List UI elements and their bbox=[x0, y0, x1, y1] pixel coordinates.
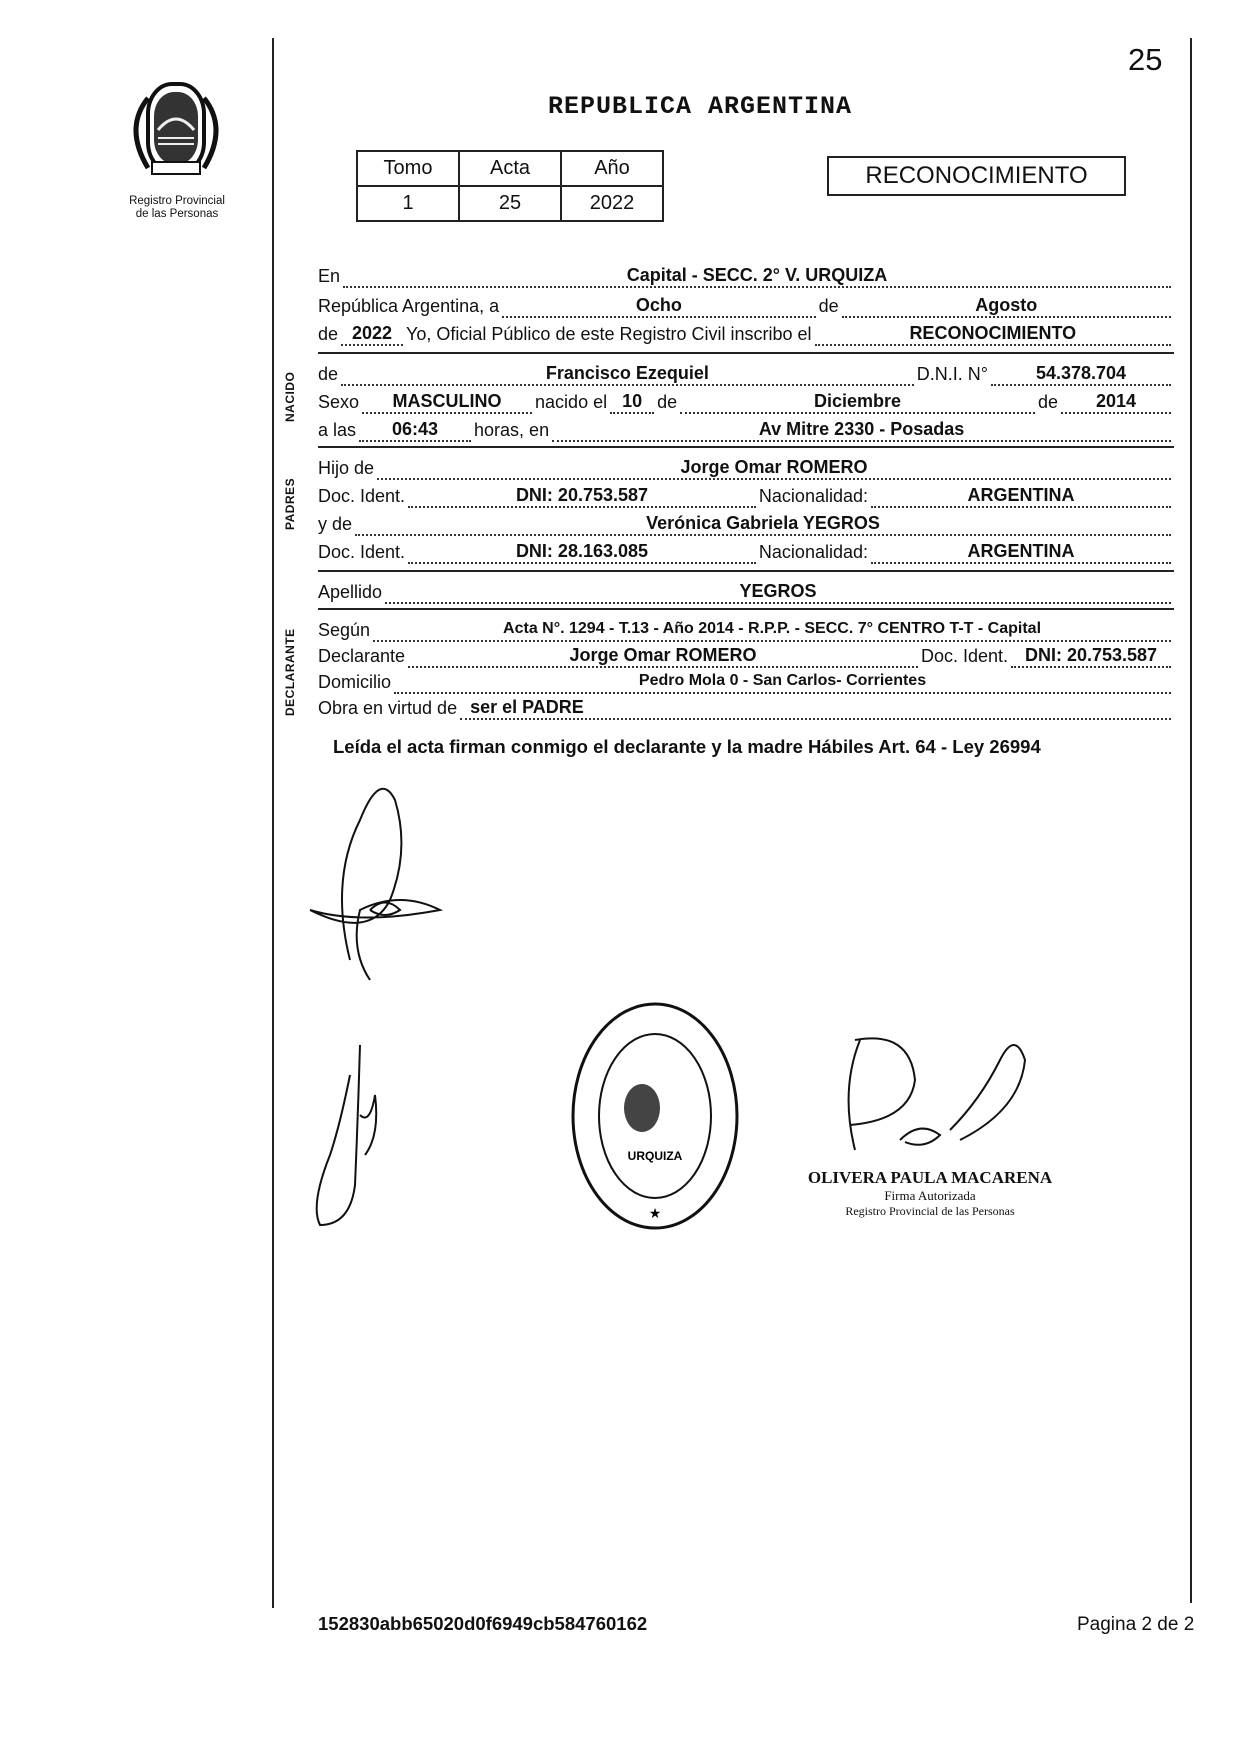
page-number: 25 bbox=[1128, 42, 1163, 77]
province-shield-logo bbox=[118, 78, 234, 178]
field-day: Ocho bbox=[502, 294, 815, 318]
row-mother-doc: Doc. Ident. DNI: 28.163.085 Nacionalidad: ARGENTINA bbox=[318, 540, 1174, 564]
field-birth-year: 2014 bbox=[1061, 390, 1171, 414]
left-margin-line bbox=[272, 38, 274, 1608]
registry-table bbox=[356, 150, 664, 222]
svg-text:★: ★ bbox=[648, 1205, 662, 1221]
field-child-dni: 54.378.704 bbox=[991, 362, 1171, 386]
field-birth-time: 06:43 bbox=[359, 418, 471, 442]
separator-2 bbox=[318, 446, 1174, 448]
field-month: Agosto bbox=[842, 294, 1171, 318]
pagination: Pagina 2 de 2 bbox=[1077, 1614, 1195, 1635]
acta-header: Acta bbox=[459, 151, 561, 186]
field-obra: ser el PADRE bbox=[460, 696, 1171, 720]
row-father: Hijo de Jorge Omar ROMERO bbox=[318, 456, 1174, 480]
svg-text:URQUIZA: URQUIZA bbox=[627, 1149, 683, 1163]
separator-4 bbox=[318, 608, 1174, 610]
field-sex: MASCULINO bbox=[362, 390, 532, 414]
closing-statement: Leída el acta firman conmigo el declarante y la madre Hábiles Art. 64 - Ley 26994 bbox=[333, 736, 1041, 757]
delegation-seal bbox=[570, 1000, 740, 1232]
field-birth-day: 10 bbox=[610, 390, 654, 414]
acta-value: 25 bbox=[459, 186, 561, 221]
field-mother-doc: DNI: 28.163.085 bbox=[408, 540, 756, 564]
field-birth-month: Diciembre bbox=[680, 390, 1035, 414]
field-mother-name: Verónica Gabriela YEGROS bbox=[355, 512, 1171, 536]
field-child-name: Francisco Ezequiel bbox=[341, 362, 914, 386]
row-inscribe: de 2022 Yo, Oficial Público de este Registro Civil inscribo el RECONOCIMIENTO bbox=[318, 322, 1174, 346]
field-birth-place: Av Mitre 2330 - Posadas bbox=[552, 418, 1171, 442]
tomo-value: 1 bbox=[357, 186, 459, 221]
declarant-signature bbox=[290, 760, 470, 990]
row-obra: Obra en virtud de ser el PADRE bbox=[318, 696, 1174, 720]
official-name: OLIVERA PAULA MACARENA bbox=[807, 1168, 1053, 1187]
row-surname: Apellido YEGROS bbox=[318, 580, 1174, 604]
row-birth-time: a las 06:43 horas, en Av Mitre 2330 - Posadas bbox=[318, 418, 1174, 442]
logo-caption: Registro Provincial de las Personas bbox=[129, 195, 225, 220]
field-domicilio: Pedro Mola 0 - San Carlos- Corrientes bbox=[394, 670, 1171, 694]
mother-signature bbox=[300, 1035, 410, 1235]
field-segun: Acta N°. 1294 - T.13 - Año 2014 - R.P.P. - SECC. 7° CENTRO T-T - Capital bbox=[373, 618, 1171, 642]
right-margin-line bbox=[1190, 38, 1192, 1603]
field-father-name: Jorge Omar ROMERO bbox=[377, 456, 1171, 480]
document-title: REPUBLICA ARGENTINA bbox=[548, 92, 853, 121]
separator-3 bbox=[318, 570, 1174, 572]
official-signature-block bbox=[800, 1168, 1060, 1219]
field-declarante-doc: DNI: 20.753.587 bbox=[1011, 644, 1171, 668]
row-child: de Francisco Ezequiel D.N.I. N° 54.378.704 bbox=[318, 362, 1174, 386]
document-type-box: RECONOCIMIENTO bbox=[827, 156, 1126, 196]
row-segun: Según Acta N°. 1294 - T.13 - Año 2014 - R.P.P. - SECC. 7° CENTRO T-T - Capital bbox=[318, 618, 1174, 642]
field-place: Capital - SECC. 2° V. URQUIZA bbox=[343, 264, 1171, 288]
row-mother: y de Verónica Gabriela YEGROS bbox=[318, 512, 1174, 536]
official-role: Firma Autorizada bbox=[884, 1188, 976, 1203]
row-en: En Capital - SECC. 2° V. URQUIZA bbox=[318, 264, 1174, 288]
official-org: Registro Provincial de las Personas bbox=[845, 1204, 1015, 1218]
anio-header: Año bbox=[561, 151, 663, 186]
row-declarante: Declarante Jorge Omar ROMERO Doc. Ident. DNI: 20.753.587 bbox=[318, 644, 1174, 668]
side-label-nacido: NACIDO bbox=[283, 371, 297, 422]
field-year: 2022 bbox=[341, 322, 403, 346]
row-father-doc: Doc. Ident. DNI: 20.753.587 Nacionalidad: ARGENTINA bbox=[318, 484, 1174, 508]
field-father-nationality: ARGENTINA bbox=[871, 484, 1171, 508]
tomo-header: Tomo bbox=[357, 151, 459, 186]
side-label-padres: PADRES bbox=[283, 477, 297, 530]
document-hash: 152830abb65020d0f6949cb584760162 bbox=[318, 1613, 648, 1634]
official-signature bbox=[830, 1030, 1030, 1170]
anio-value: 2022 bbox=[561, 186, 663, 221]
field-act-type: RECONOCIMIENTO bbox=[815, 322, 1171, 346]
side-label-declarante: DECLARANTE bbox=[283, 628, 297, 716]
field-declarante: Jorge Omar ROMERO bbox=[408, 644, 918, 668]
field-surname: YEGROS bbox=[385, 580, 1171, 604]
field-mother-nationality: ARGENTINA bbox=[871, 540, 1171, 564]
field-father-doc: DNI: 20.753.587 bbox=[408, 484, 756, 508]
separator-1 bbox=[318, 352, 1174, 354]
row-birth: Sexo MASCULINO nacido el 10 de Diciembre de 2014 bbox=[318, 390, 1174, 414]
row-date: República Argentina, a Ocho de Agosto bbox=[318, 294, 1174, 318]
row-domicilio: Domicilio Pedro Mola 0 - San Carlos- Corrientes bbox=[318, 670, 1174, 694]
